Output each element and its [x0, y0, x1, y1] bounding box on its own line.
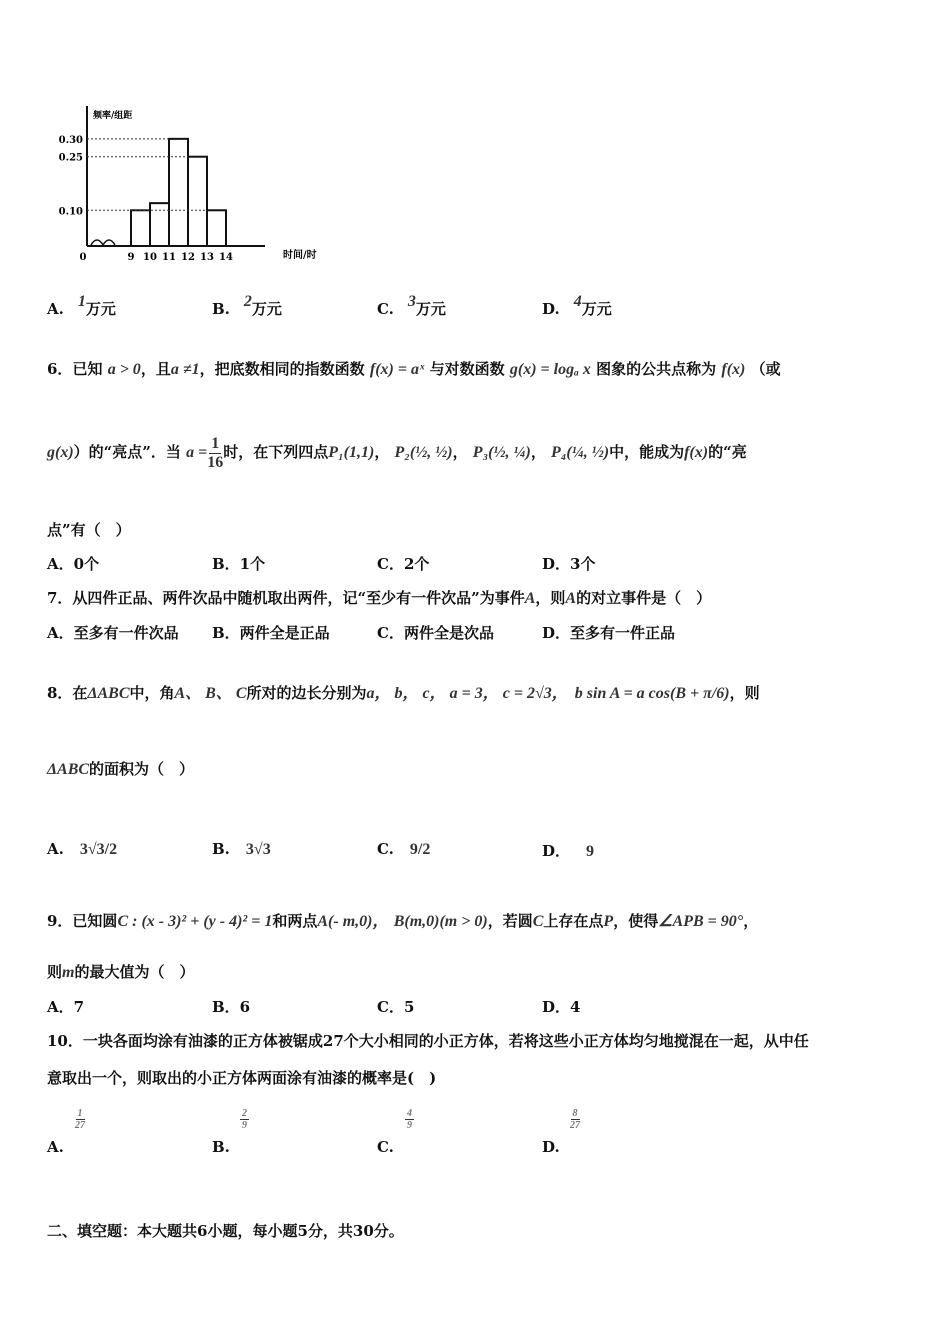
q10-line1: 10．一块各面均涂有油漆的正方体被锯成27个大小相同的小正方体，若将这些小正方体均匀地搅混在一起，从中任 — [47, 1032, 809, 1050]
q6-option: D．3个 — [542, 555, 596, 573]
x-tick-label: 10 — [143, 252, 157, 263]
q6-line2: g(x)）的“亮点”．当 a = $\frac{1}{16}$ 时，在下列四点P₁(1,1)， P₂(½, ½)， P₃(½, ¼)， P₄(¼, ½)中，能成为f(x)的“亮 — [47, 435, 747, 471]
y-axis-label: 频率/组距 — [93, 111, 133, 121]
q9-option: A．7 — [47, 998, 85, 1016]
frequency-histogram — [45, 98, 317, 268]
q8-line2: ΔABC的面积为（ ） — [47, 760, 195, 778]
exam-page: 0.10 0.25 0.30 0 9 10 11 12 13 14 时间/时 频率/组距 6．已知 a > 0，且a ≠1，把底数相同的指数函数 f(x) = aˣ 与对数函数 g(x) = logₐ x 图象的公共点称为 f(x) （或 g(x)）的“亮点”．当 a = $\frac{1}{16}$ 时，在下列四点P₁(1,1)， P₂(½, ½)， P₃(½, ¼)， P₄(¼, ½)中，能成为f(x)的“亮 点”有（ ） 7．从四件正品、两件次品中随机取出两件，记“至少有一件次品”为事件A，则A的对立事件是（ ） 8．在ΔABC中，角A、 B、 C所对的边长分别为a， b， c， a = 3， c = 2√3， b sin A = a cos(B + π/6)，则 ΔABC的面积为（ ） 9．已知圆C : (x - 3)² + (y - 4)² = 1和两点A(- m,0)， B(m,0)(m > 0)，若圆C上存在点P，使得∠APB = 90°， 则m的最大值为（ ） 10．一块各面均涂有油漆的正方体被锯成27个大小相同的小正方体，若将这些小正方体均匀地搅混在一起，从中任 意取出一个，则取出的小正方体两面涂有油漆的概率是( ) 二、填空题：本大题共6小题，每小题5分，共30分。 A. 1万元 B. 2万元 C. 3万元 D. 4万元 A．0个 B．1个 C．2个 D．3个 A．至多有一件次品 B．两件全是正品 C．两件全是次品 D．至多有一件正品 A．7 B．6 C．5 D．4 A. 3√3/2 B. 3√3 C. 9/2 D． 9 $\frac{1}{27}$ A. $\frac{2}{9}$ B. $\frac{4}{9}$ C. $\frac{8}{27}$ D. — [0, 0, 950, 1344]
q6-line3: 点”有（ ） — [47, 521, 131, 539]
histogram-bar — [188, 157, 207, 246]
q5-option: A. 1万元 — [47, 293, 116, 318]
x-axis-label: 时间/时 — [283, 250, 317, 261]
histogram-bar — [169, 139, 188, 246]
histogram-bar — [150, 203, 169, 246]
q6-option: B．1个 — [212, 555, 266, 573]
q6-line1: 6．已知 a > 0，且a ≠1，把底数相同的指数函数 f(x) = aˣ 与对数函数 g(x) = logₐ x 图象的公共点称为 f(x) （或 — [47, 360, 781, 378]
q5-option: B. 2万元 — [212, 293, 282, 318]
q7-option: A．至多有一件次品 — [47, 624, 179, 642]
q6-option: A．0个 — [47, 555, 100, 573]
q5-option: D. 4万元 — [542, 293, 612, 318]
x-tick-label: 14 — [219, 252, 233, 263]
q9-line2: 则m的最大值为（ ） — [47, 963, 195, 981]
q7-option: D．至多有一件正品 — [542, 624, 676, 642]
y-tick-label: 0.30 — [58, 134, 83, 146]
q5-option: C. 3万元 — [377, 293, 446, 318]
q8-line1: 8．在ΔABC中，角A、 B、 C所对的边长分别为a， b， c， a = 3， c = 2√3， b sin A = a cos(B + π/6)，则 — [47, 684, 760, 702]
x-tick-label: 9 — [127, 252, 135, 263]
q8-option: B. 3√3 — [212, 840, 271, 858]
axis-break — [91, 240, 115, 245]
q9-option: C．5 — [377, 998, 415, 1016]
x-tick-label: 13 — [200, 252, 214, 263]
q9-line1: 9．已知圆C : (x - 3)² + (y - 4)² = 1和两点A(- m,0)， B(m,0)(m > 0)，若圆C上存在点P，使得∠APB = 90°， — [47, 912, 759, 930]
q7-option: C．两件全是次品 — [377, 624, 494, 642]
q9-option: D．4 — [542, 998, 581, 1016]
q7-stem: 7．从四件正品、两件次品中随机取出两件，记“至少有一件次品”为事件A，则A的对立事件是（ ） — [47, 589, 712, 607]
q6-option: C．2个 — [377, 555, 430, 573]
q8-option: D． 9 — [542, 842, 595, 860]
x-tick-label: 11 — [162, 252, 176, 263]
q8-option: C. 9/2 — [377, 840, 431, 858]
histogram-bar — [131, 210, 150, 246]
y-tick-label: 0.25 — [58, 152, 83, 164]
x-tick-label: 12 — [181, 252, 195, 263]
q8-option: A. 3√3/2 — [47, 840, 118, 858]
q9-option: B．6 — [212, 998, 251, 1016]
section-heading: 二、填空题：本大题共6小题，每小题5分，共30分。 — [47, 1222, 404, 1240]
histogram-bar — [207, 210, 226, 246]
x-tick-label: 0 — [79, 252, 87, 263]
q10-line2: 意取出一个，则取出的小正方体两面涂有油漆的概率是( ) — [47, 1069, 437, 1087]
q7-option: B．两件全是正品 — [212, 624, 330, 642]
y-tick-label: 0.10 — [58, 206, 83, 218]
